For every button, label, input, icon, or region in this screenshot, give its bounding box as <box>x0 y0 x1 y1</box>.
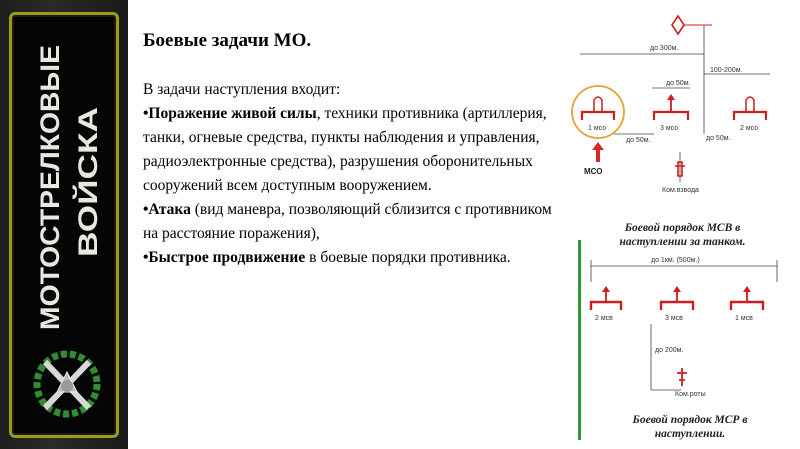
page-title: Боевые задачи МО. <box>143 30 312 51</box>
diagram-2-caption-line-1: Боевой порядок МСР в <box>632 414 748 426</box>
task-item-2-text: (вид маневра, позволяющий сблизится с противником на расстояние поражения), <box>143 201 552 242</box>
dist-top-label: до 300м. <box>650 45 679 52</box>
company-commander-label: Ком.роты <box>675 391 706 398</box>
task-item-2-bold: •Атака <box>143 201 191 218</box>
unit-3-label: 3 мсо <box>660 125 679 132</box>
unit-1-label: 1 мсо <box>588 125 607 132</box>
commander-label: Ком.взвода <box>662 187 699 194</box>
dist-down-label: до 50м. <box>706 135 731 142</box>
content-block <box>143 30 563 270</box>
task-item-1 <box>143 102 563 198</box>
task-item-1-bold: •Поражение живой силы <box>143 105 317 122</box>
platoon-1-label: 1 мсв <box>735 315 753 322</box>
company-dist-down-label: до 200м. <box>655 347 684 354</box>
platoon-formation-diagram <box>570 12 795 248</box>
platoon-3-label: 3 мсв <box>665 315 683 322</box>
task-item-3-bold: •Быстрое продвижение <box>143 249 306 266</box>
company-dist-top-label: до 1км. (500м.) <box>651 257 700 264</box>
mso-label: МСО <box>584 167 603 176</box>
company-formation-diagram <box>578 240 799 440</box>
tank-icon <box>672 16 684 34</box>
task-item-3 <box>143 246 563 270</box>
mso-arrow-icon <box>592 142 604 162</box>
patch-line-1: МОТОСТРЕЛКОВЫЕ <box>35 57 65 330</box>
unit-2-label: 2 мсо <box>740 125 759 132</box>
task-item-1-text: , техники противника (артиллерия, танки, огневые средства, пункты наблюдения и управления, радиоэлектронные средства), разрушения оборонительных сооружений всем доступным вооружением. <box>143 105 547 194</box>
intro-text: В задачи наступления входит: <box>143 81 341 98</box>
diagram-2-caption <box>581 413 799 441</box>
patch-lettering <box>23 42 107 330</box>
diagram-1-caption-line-1: Боевой порядок МСВ в <box>624 222 741 234</box>
diagram-2-caption-line-2: наступлении. <box>654 428 726 440</box>
task-item-3-text: в боевые порядки противника. <box>305 249 511 266</box>
patch-line-2: ВОЙСКА <box>73 142 103 257</box>
dist-left-label: до 50м. <box>626 137 651 144</box>
emblem-icon <box>27 342 107 422</box>
diagram-1-caption-line-2: наступлении за танком. <box>619 236 746 248</box>
task-item-2 <box>143 198 563 246</box>
dist-right-label: 100-200м. <box>710 67 743 74</box>
motor-rifle-patch <box>9 12 119 438</box>
dist-mid-label: до 50м. <box>666 80 691 87</box>
platoon-2-label: 2 мсв <box>595 315 613 322</box>
